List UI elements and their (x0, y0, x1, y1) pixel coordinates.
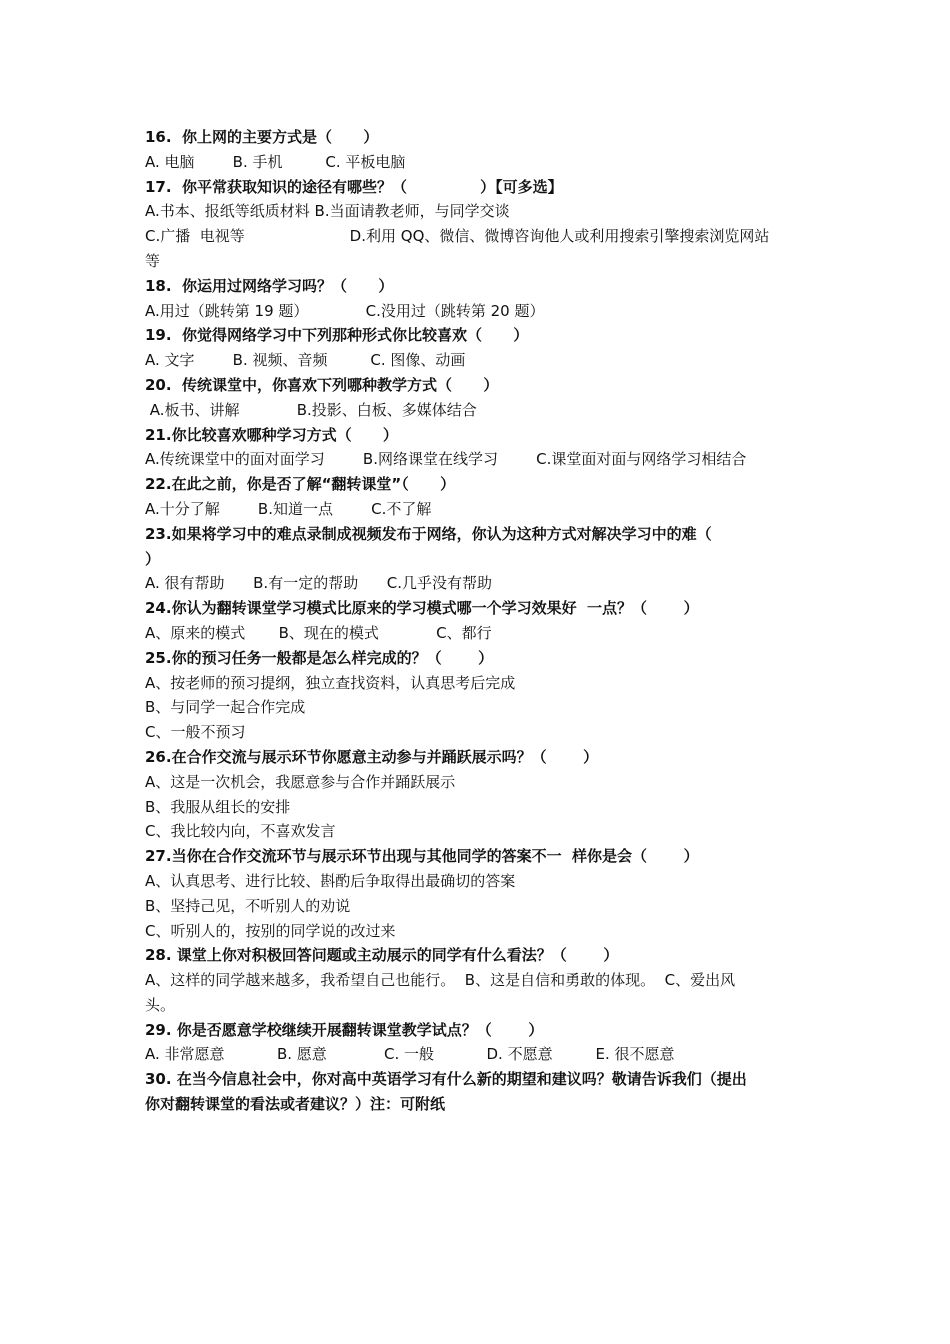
question-line: 28. 课堂上你对积极回答问题或主动展示的同学有什么看法？（ ） (145, 946, 619, 965)
question-line: ） (145, 549, 161, 568)
option-line: A.用过（跳转第 19 题） C.没用过（跳转第 20 题） (145, 301, 545, 320)
option-line: C、听别人的，按别的同学说的改过来 (145, 921, 396, 940)
option-line: C.广播 电视等 D.利用 QQ、微信、微博咨询他人或利用搜索引擎搜索浏览网站 (145, 227, 770, 246)
option-line: A、这样的同学越来越多，我希望自己也能行。 B、这是自信和勇敢的体现。 C、爱出风 (145, 971, 736, 990)
question-line: 23.如果将学习中的难点录制成视频发布于网络，你认为这种方式对解决学习中的难（ (145, 524, 712, 543)
question-line: 24.你认为翻转课堂学习模式比原来的学习模式哪一个学习效果好 一点？（ ） (145, 599, 699, 618)
option-line: A.板书、讲解 B.投影、白板、多媒体结合 (145, 400, 477, 419)
option-line: A、原来的模式 B、现在的模式 C、都行 (145, 623, 492, 642)
option-line: A. 非常愿意 B. 愿意 C. 一般 D. 不愿意 E. 很不愿意 (145, 1045, 675, 1064)
question-line: 30. 在当今信息社会中，你对高中英语学习有什么新的期望和建议吗？敬请告诉我们（提出 (145, 1070, 747, 1089)
question-line: 27.当你在合作交流环节与展示环节出现与其他同学的答案不一 样你是会（ ） (145, 847, 699, 866)
option-line: A. 很有帮助 B.有一定的帮助 C.几乎没有帮助 (145, 574, 493, 593)
question-line: 22.在此之前，你是否了解“翻转课堂”（ ） (145, 475, 456, 494)
option-line: A、按老师的预习提纲，独立查找资料，认真思考后完成 (145, 673, 516, 692)
question-line: 18. 你运用过网络学习吗？（ ） (145, 276, 394, 295)
option-line: A.十分了解 B.知道一点 C.不了解 (145, 499, 432, 518)
questionnaire-page (145, 125, 820, 1117)
option-line: A、认真思考、进行比较、斟酌后争取得出最确切的答案 (145, 871, 516, 890)
question-line: 26.在合作交流与展示环节你愿意主动参与并踊跃展示吗？（ ） (145, 747, 599, 766)
option-line: 等 (145, 251, 161, 270)
option-line: C、我比较内向，不喜欢发言 (145, 822, 336, 841)
question-line: 20. 传统课堂中，你喜欢下列哪种教学方式（ ） (145, 375, 499, 394)
option-line: 头。 (145, 995, 176, 1014)
question-line: 29. 你是否愿意学校继续开展翻转课堂教学试点？（ ） (145, 1020, 544, 1039)
option-line: A. 文字 B. 视频、音频 C. 图像、动画 (145, 351, 466, 370)
question-line: 19. 你觉得网络学习中下列那种形式你比较喜欢（ ） (145, 326, 529, 345)
option-line: A、这是一次机会，我愿意参与合作并踊跃展示 (145, 772, 456, 791)
question-line: 21.你比较喜欢哪种学习方式（ ） (145, 425, 398, 444)
option-line: B、与同学一起合作完成 (145, 698, 306, 717)
option-line: B、我服从组长的安排 (145, 797, 291, 816)
option-line: C、一般不预习 (145, 723, 246, 742)
question-line: 16. 你上网的主要方式是（ ） (145, 128, 379, 146)
option-line: A.书本、报纸等纸质材料 B.当面请教老师，与同学交谈 (145, 202, 510, 221)
question-line: 17. 你平常获取知识的途径有哪些？（ ）【可多选】 (145, 177, 563, 196)
question-line: 25.你的预习任务一般都是怎么样完成的？（ ） (145, 648, 494, 667)
option-line: B、坚持己见，不听别人的劝说 (145, 896, 351, 915)
question-line: 你对翻转课堂的看法或者建议？）注：可附纸 (145, 1095, 446, 1114)
option-line: A.传统课堂中的面对面学习 B.网络课堂在线学习 C.课堂面对面与网络学习相结合 (145, 450, 747, 469)
option-line: A. 电脑 B. 手机 C. 平板电脑 (145, 152, 406, 171)
